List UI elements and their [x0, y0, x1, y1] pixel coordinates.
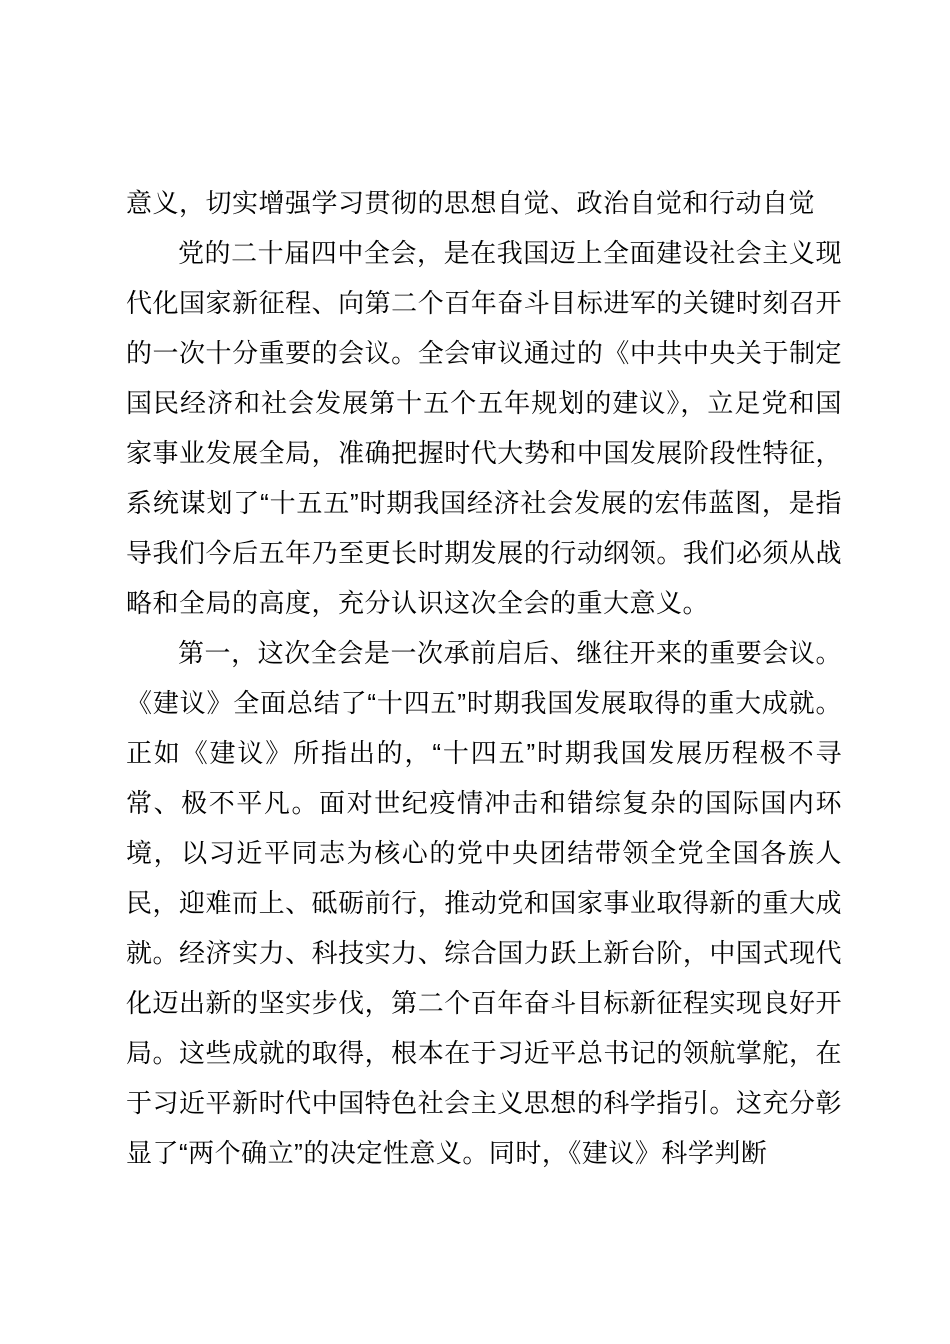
paragraph-plenary-overview: 党的二十届四中全会，是在我国迈上全面建设社会主义现代化国家新征程、向第二个百年奋斗目标进军的关键时刻召开的一次十分重要的会议。全会审议通过的《中共中央关于制定国民经济和社会发展第十五个五年规划的建议》，立足党和国家事业发展全局，准确把握时代大势和中国发展阶段性特征，系统谋划了“十五五”时期我国经济社会发展的宏伟蓝图，是指导我们今后五年乃至更长时期发展的行动纲领。我们必须从战略和全局的高度，充分认识这次全会的重大意义。	[126, 238, 842, 618]
paragraph-continuation: 意义，切实增强学习贯彻的思想自觉、政治自觉和行动自觉	[126, 188, 816, 218]
paragraph-first-point: 第一，这次全会是一次承前启后、继往开来的重要会议。《建议》全面总结了“十四五”时期我国发展取得的重大成就。正如《建议》所指出的，“十四五”时期我国发展历程极不寻常、极不平凡。面对世纪疫情冲击和错综复杂的国际国内环境，以习近平同志为核心的党中央团结带领全党全国各族人民，迎难而上、砥砺前行，推动党和国家事业取得新的重大成就。经济实力、科技实力、综合国力跃上新台阶，中国式现代化迈出新的坚实步伐，第二个百年奋斗目标新征程实现良好开局。这些成就的取得，根本在于习近平总书记的领航掌舵，在于习近平新时代中国特色社会主义思想的科学指引。这充分彰显了“两个确立”的决定性意义。同时，《建议》科学判断	[126, 638, 842, 1168]
document-body	[126, 178, 842, 1178]
